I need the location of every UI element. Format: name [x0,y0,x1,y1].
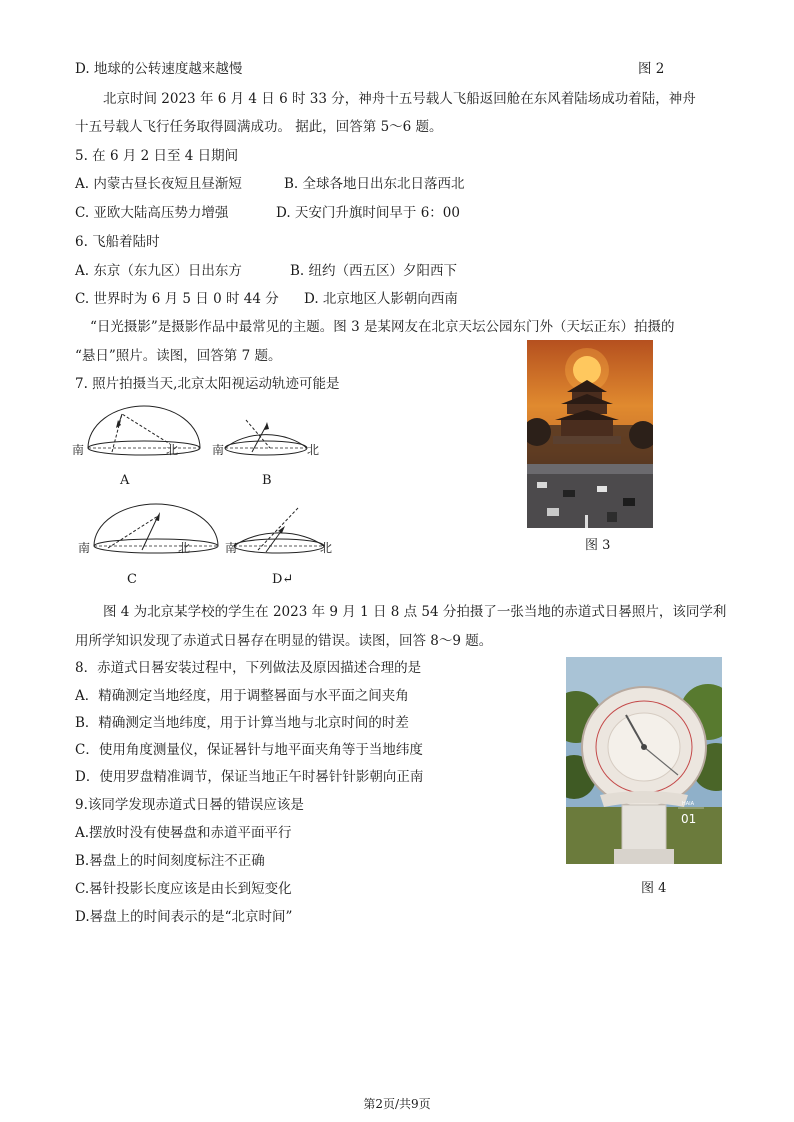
fig4-photo [566,657,722,864]
intro-5-6-line1: 北京时间 2023 年 6 月 4 日 6 时 33 分，神舟十五号载人飞船返回舱在东风着陆场成功着陆，神舟 [103,91,696,107]
fig4-overlay-brand: HAIA [682,801,695,807]
q4-option-d: D. 地球的公转速度越来越慢 [75,61,243,77]
q8-option-d: D．使用罗盘精准调节，保证当地正午时晷针针影朝向正南 [75,769,424,785]
q5-option-d: D. 天安门升旗时间早于 6：00 [276,205,460,221]
diagram-d-dome [234,508,324,553]
intro-8-9-line2: 用所学知识发现了赤道式日晷存在明显的错误。读图，回答 8～9 题。 [75,633,493,649]
diagram-a-south: 南 [72,443,85,457]
diagram-c-letter: C [127,572,137,587]
diagram-c-dome [94,504,218,553]
q8-option-c: C．使用角度测量仪，保证晷针与地平面夹角等于当地纬度 [75,742,423,758]
diagram-d-north: 北 [320,541,333,555]
diagram-b-north: 北 [307,443,320,457]
intro-5-6-line2: 十五号载人飞行任务取得圆满成功。 据此，回答第 5～6 题。 [75,119,443,135]
sundial-image [566,657,722,864]
diagram-c-north: 北 [178,541,191,555]
fig4-label: 图 4 [641,881,667,896]
diagram-a-north: 北 [166,443,179,457]
fig4-overlay-day: 01 [681,812,697,826]
diagram-b-dome [225,420,307,455]
q8-option-a: A．精确测定当地经度，用于调整晷面与水平面之间夹角 [75,688,409,704]
q6-option-b: B. 纽约（西五区）夕阳西下 [290,263,458,279]
intro-8-9-line1: 图 4 为北京某学校的学生在 2023 年 9 月 1 日 8 点 54 分拍摄了一张当地的赤道式日晷照片，该同学利 [103,604,727,620]
q6-option-c: C. 世界时为 6 月 5 日 0 时 44 分 [75,291,279,307]
diagram-d-letter: D↵ [272,572,294,587]
q9-option-a: A.摆放时没有使晷盘和赤道平面平行 [75,825,292,841]
diagram-b-letter: B [262,473,272,488]
fig3-photo [527,340,653,528]
q5-option-b: B. 全球各地日出东北日落西北 [284,176,465,192]
q8-option-b: B．精确测定当地纬度，用于计算当地与北京时间的时差 [75,715,409,731]
diagram-c-south: 南 [78,541,91,555]
diagram-b-south: 南 [212,443,225,457]
q5-stem: 5. 在 6 月 2 日至 4 日期间 [75,148,239,164]
fig3-label: 图 3 [585,538,611,553]
q6-option-a: A. 东京（东九区）日出东方 [75,263,242,279]
q6-stem: 6. 飞船着陆时 [75,234,160,250]
intro-7-line2: “悬日”照片。读图，回答第 7 题。 [75,348,282,364]
q7-stem: 7. 照片拍摄当天,北京太阳视运动轨迹可能是 [75,376,340,392]
q9-option-d: D.晷盘上的时间表示的是“北京时间” [75,909,293,925]
diagram-a-letter: A [120,473,130,488]
q6-option-d: D. 北京地区人影朝向西南 [304,291,458,307]
q9-option-c: C.晷针投影长度应该是由长到短变化 [75,881,292,897]
fig2-label: 图 2 [638,61,665,77]
q7-diagrams-bottom [80,500,340,560]
temple-sunset-image [527,340,653,528]
page-footer: 第2页/共9页 [363,1097,431,1111]
q5-option-a: A. 内蒙古昼长夜短且昼渐短 [75,176,242,192]
q5-option-c: C. 亚欧大陆高压势力增强 [75,205,229,221]
diagram-a-dome [88,406,200,455]
q9-option-b: B.晷盘上的时间刻度标注不正确 [75,853,265,869]
q9-stem: 9.该同学发现赤道式日晷的错误应该是 [75,797,304,813]
diagram-d-south: 南 [225,541,238,555]
q8-stem: 8．赤道式日晷安装过程中，下列做法及原因描述合理的是 [75,660,422,676]
q7-diagrams-top [70,400,330,475]
intro-7-line1: “日光摄影”是摄影作品中最常见的主题。图 3 是某网友在北京天坛公园东门外（天坛正东）拍摄的 [90,319,675,335]
